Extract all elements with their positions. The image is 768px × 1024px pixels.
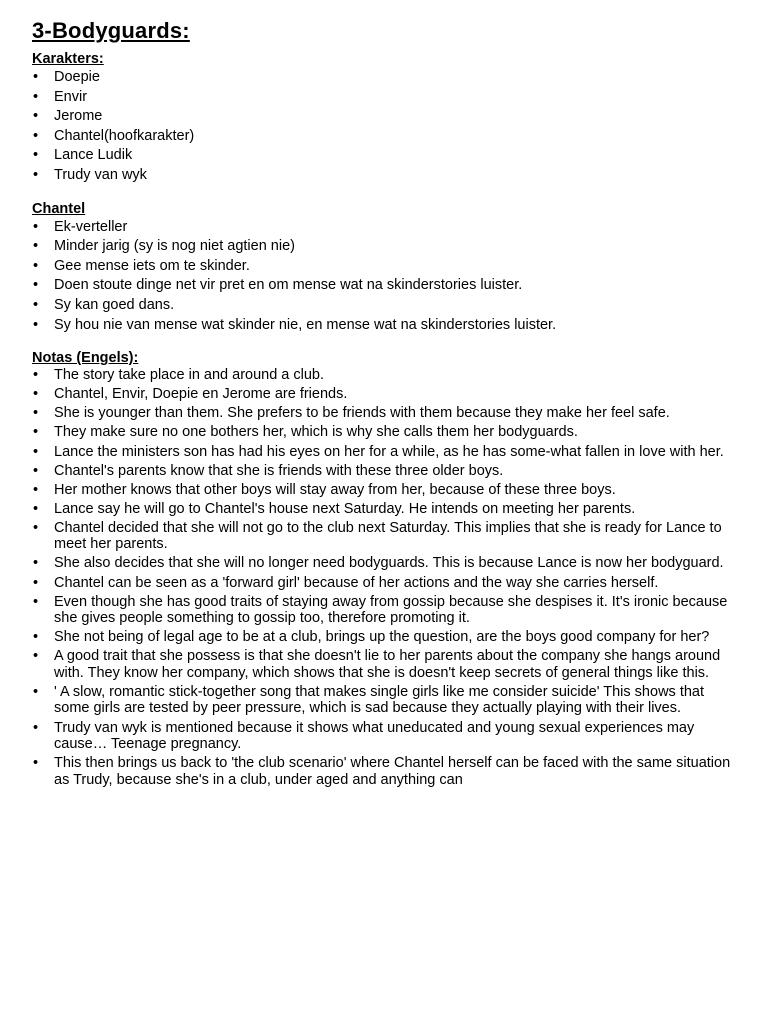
notas-list <box>32 367 732 788</box>
list-item: • Jerome <box>32 107 732 127</box>
list-item: • Sy kan goed dans. <box>32 296 732 316</box>
karakters-list <box>32 68 732 186</box>
list-item: • Even though she has good traits of staying away from gossip because she despises it. It's ironic because she gives people something to gossip too, therefore promoting it. <box>32 594 732 627</box>
list-item: • Ek-verteller <box>32 218 732 238</box>
list-item: • Trudy van wyk is mentioned because it shows what uneducated and young sexual experiences may cause… Teenage pregnancy. <box>32 720 732 753</box>
list-item: • A good trait that she possess is that she doesn't lie to her parents about the company she hangs around with. They know her company, which shows that she is doesn't keep secrets of general things like this. <box>32 648 732 681</box>
list-item: • Chantel can be seen as a 'forward girl' because of her actions and the way she carries herself. <box>32 575 732 592</box>
list-item: • Chantel decided that she will not go to the club next Saturday. This implies that she is ready for Lance to meet her parents. <box>32 520 732 553</box>
list-item: • She is younger than them. She prefers to be friends with them because they make her feel safe. <box>32 405 732 422</box>
list-item: • The story take place in and around a club. <box>32 367 732 384</box>
list-item: • Doepie <box>32 68 732 88</box>
notas-heading: Notas (Engels): <box>32 350 139 367</box>
chantel-list <box>32 218 732 336</box>
list-item: • Envir <box>32 88 732 108</box>
list-item: • Lance say he will go to Chantel's house next Saturday. He intends on meeting her parents. <box>32 501 732 518</box>
list-item: • Trudy van wyk <box>32 166 732 186</box>
list-item: • Gee mense iets om te skinder. <box>32 257 732 277</box>
list-item: • Lance Ludik <box>32 146 732 166</box>
page-title: 3-Bodyguards: <box>32 18 190 43</box>
list-item: • Chantel, Envir, Doepie en Jerome are friends. <box>32 386 732 403</box>
list-item: • Chantel(hoofkarakter) <box>32 127 732 147</box>
list-item: • This then brings us back to 'the club scenario' where Chantel herself can be faced with the same situation as Trudy, because she's in a club, under aged and anything can <box>32 755 732 788</box>
list-item: • Her mother knows that other boys will stay away from her, because of these three boys. <box>32 482 732 499</box>
list-item: • Lance the ministers son has had his eyes on her for a while, as he has some-what fallen in love with her. <box>32 444 732 461</box>
list-item: • Doen stoute dinge net vir pret en om mense wat na skinderstories luister. <box>32 276 732 296</box>
list-item: • They make sure no one bothers her, which is why she calls them her bodyguards. <box>32 424 732 441</box>
list-item: • She also decides that she will no longer need bodyguards. This is because Lance is now her bodyguard. <box>32 555 732 572</box>
karakters-heading: Karakters: <box>32 51 104 67</box>
chantel-heading: Chantel <box>32 200 86 217</box>
list-item: • Minder jarig (sy is nog niet agtien nie) <box>32 237 732 257</box>
list-item: • She not being of legal age to be at a club, brings up the question, are the boys good company for her? <box>32 629 732 646</box>
list-item: • Chantel's parents know that she is friends with these three older boys. <box>32 463 732 480</box>
list-item: • Sy hou nie van mense wat skinder nie, en mense wat na skinderstories luister. <box>32 316 732 336</box>
list-item: • ' A slow, romantic stick-together song that makes single girls like me consider suicide' This shows that some girls are tested by peer pressure, which is sad because they actually playing with their lives. <box>32 684 732 717</box>
